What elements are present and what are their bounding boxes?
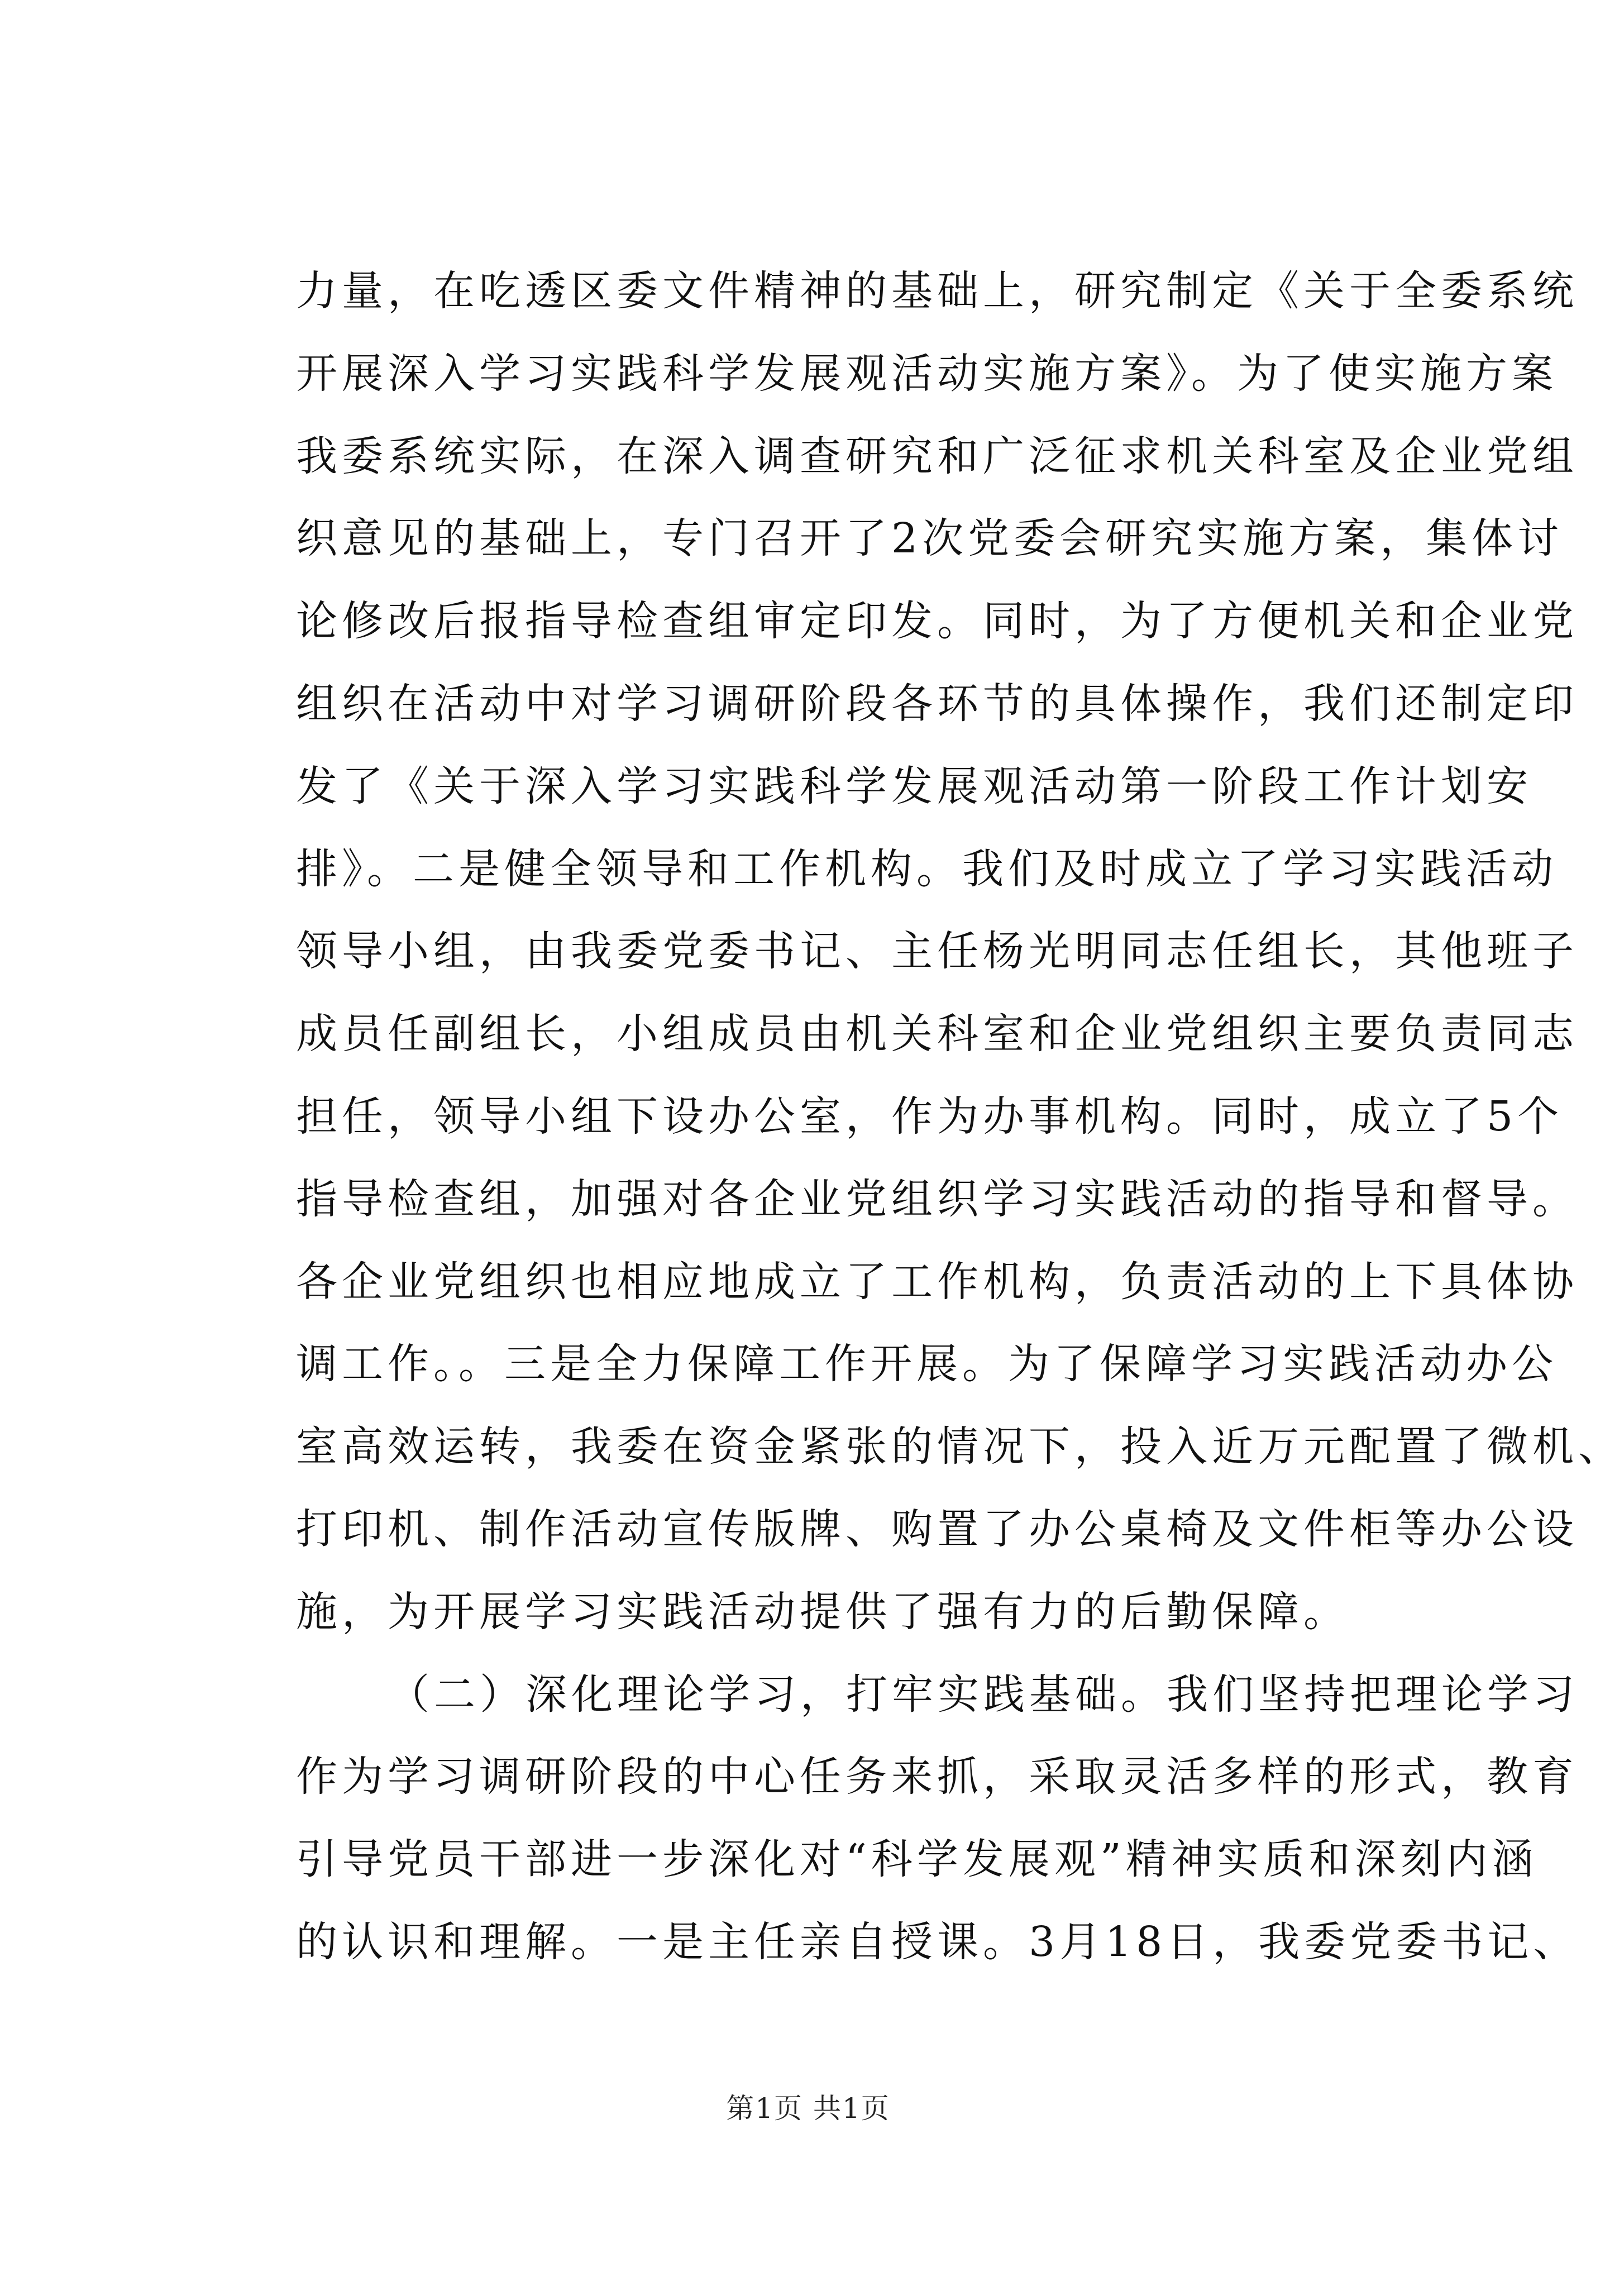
text-line: 引导党员干部进一步深化对“科学发展观”精神实质和深刻内涵 (296, 1835, 1538, 1884)
text-line: 成员任副组长，小组成员由机关科室和企业党组织主要负责同志 (296, 1010, 1578, 1058)
text-line: 发了《关于深入学习实践科学发展观活动第一阶段工作计划安 (296, 762, 1532, 810)
text-line: 指导检查组，加强对各企业党组织学习实践活动的指导和督导。 (296, 1175, 1578, 1223)
page-footer (0, 2092, 1616, 2125)
text-line: 各企业党组织也相应地成立了工作机构，负责活动的上下具体协 (296, 1257, 1578, 1306)
text-line: 的认识和理解。一是主任亲自授课。3月18日，我委党委书记、 (296, 1917, 1579, 1966)
page-number: 第1页 共1页 (726, 2092, 890, 2125)
text-line: 组织在活动中对学习调研阶段各环节的具体操作，我们还制定印 (296, 679, 1578, 728)
document-body (296, 250, 1624, 1984)
text-line: 担任，领导小组下设办公室，作为办事机构。同时，成立了5个 (296, 1092, 1564, 1140)
text-line: 织意见的基础上，专门召开了2次党委会研究实施方案，集体讨 (296, 514, 1564, 563)
text-line: 打印机、制作活动宣传版牌、购置了办公桌椅及文件柜等办公设 (296, 1505, 1578, 1553)
paragraph-start-line: （二）深化理论学习，打牢实践基础。我们坚持把理论学习 (388, 1670, 1579, 1719)
text-line: 施，为开展学习实践活动提供了强有力的后勤保障。 (296, 1587, 1349, 1636)
text-line: 排》。二是健全领导和工作机构。我们及时成立了学习实践活动 (296, 844, 1558, 893)
text-line: 我委系统实际，在深入调查研究和广泛征求机关科室及企业党组 (296, 432, 1578, 480)
text-line: 调工作。。三是全力保障工作开展。为了保障学习实践活动办公 (296, 1340, 1558, 1388)
text-line: 领导小组，由我委党委书记、主任杨光明同志任组长，其他班子 (296, 927, 1578, 976)
text-line: 室高效运转，我委在资金紧张的情况下，投入近万元配置了微机、 (296, 1423, 1624, 1471)
text-line: 作为学习调研阶段的中心任务来抓，采取灵活多样的形式，教育 (296, 1753, 1578, 1801)
text-line: 论修改后报指导检查组审定印发。同时，为了方便机关和企业党 (296, 597, 1578, 646)
text-line: 力量，在吃透区委文件精神的基础上，研究制定《关于全委系统 (296, 267, 1578, 315)
text-line: 开展深入学习实践科学发展观活动实施方案》。为了使实施方案 (296, 349, 1558, 398)
